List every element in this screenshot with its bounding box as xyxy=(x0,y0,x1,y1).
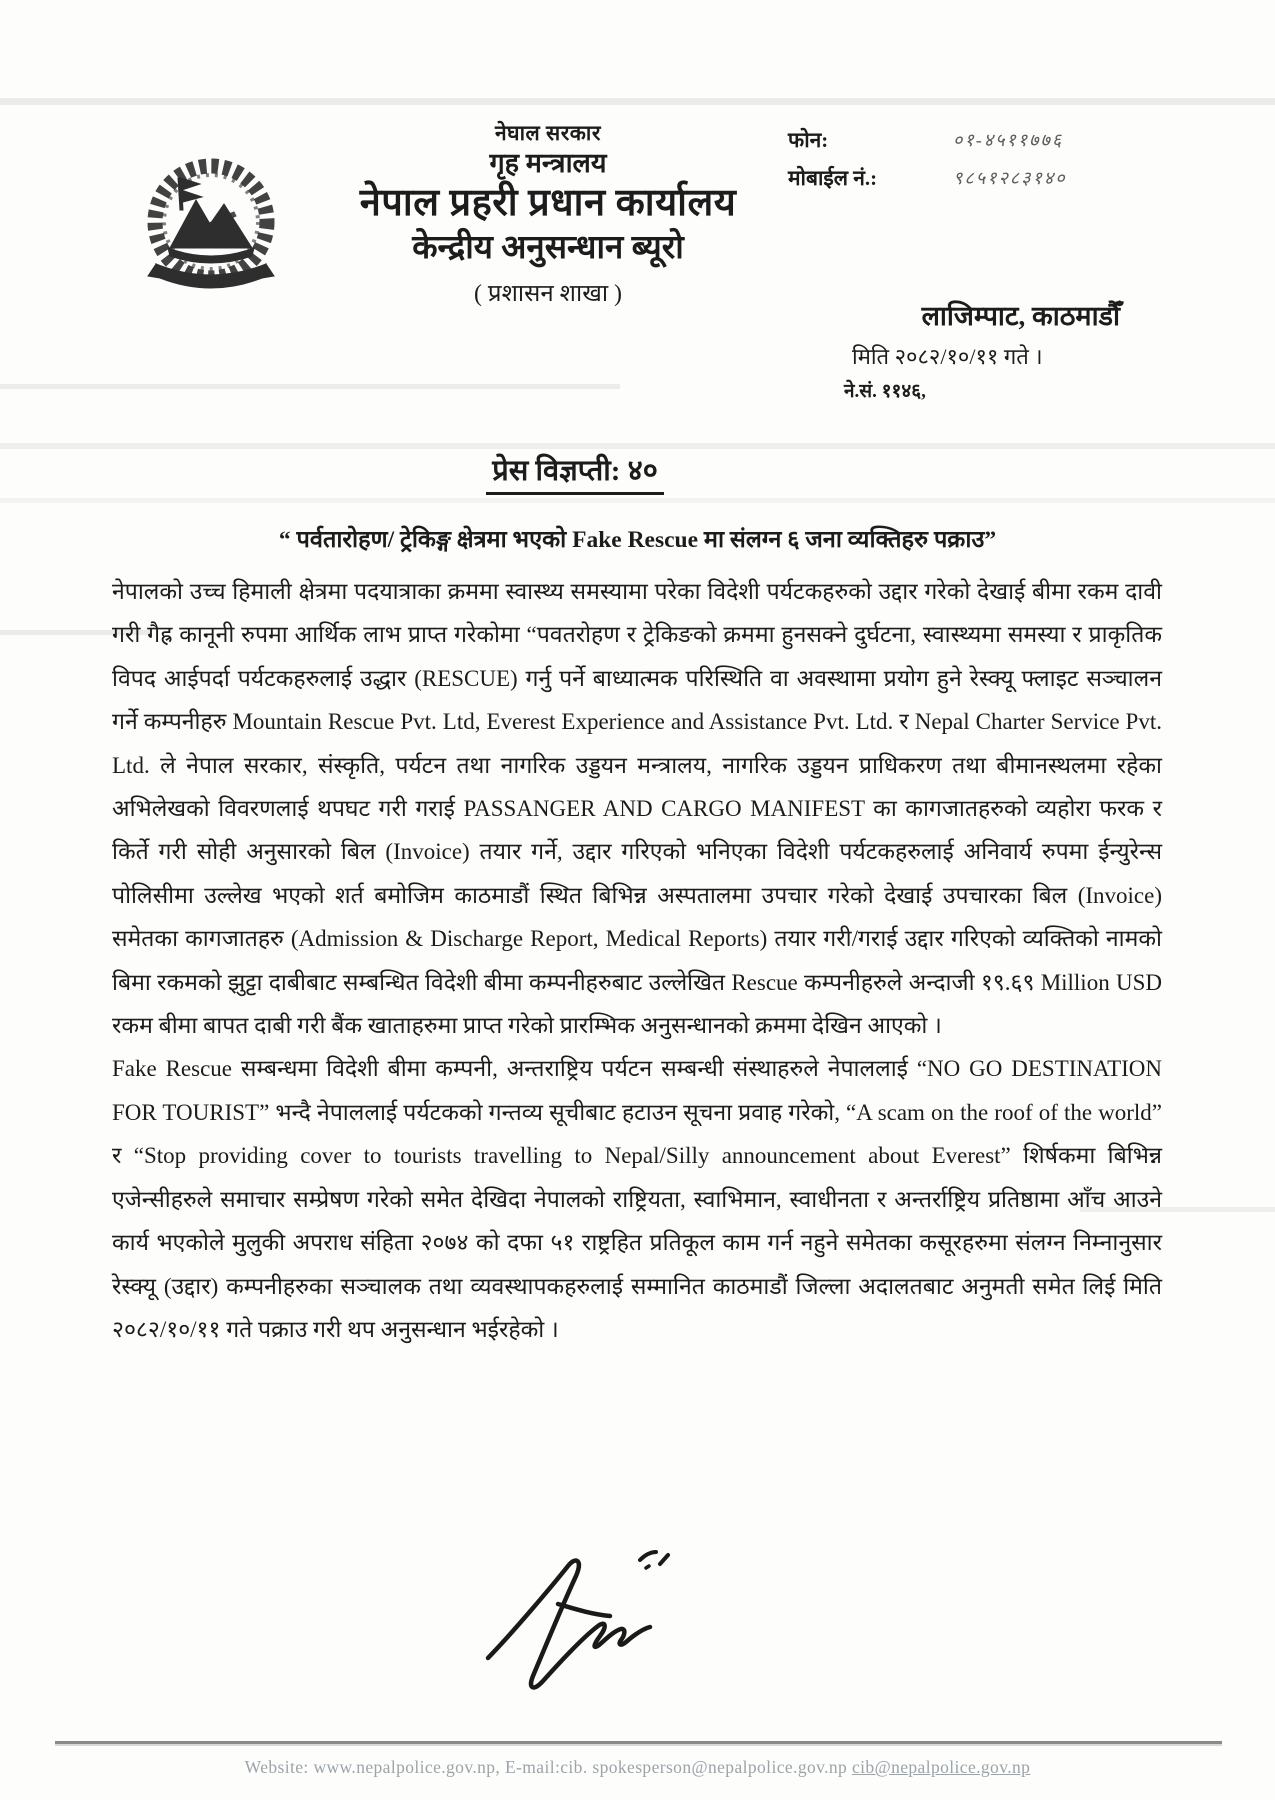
mobile-label: मोबाईल नं.: xyxy=(788,166,878,190)
branch-name: ( प्रशासन शाखा ) xyxy=(473,281,623,308)
mobile-number: ९८५१२८३१४० xyxy=(953,168,1067,188)
phone-number: ०१-४५११७७६ xyxy=(953,130,1064,150)
signature-icon xyxy=(470,1538,680,1703)
footer-divider xyxy=(55,1741,1222,1744)
press-release-title: प्रेस विज्ञप्ती: ४० xyxy=(486,450,664,495)
scan-artifact xyxy=(0,498,1275,503)
body-text xyxy=(112,570,1162,1351)
footer-cib-email: cib@nepalpolice.gov.np xyxy=(851,1757,1031,1777)
office-name: नेपाल प्रहरी प्रधान कार्यालय xyxy=(359,181,737,224)
letterhead xyxy=(298,122,798,308)
body-paragraph-1: नेपालको उच्च हिमाली क्षेत्रमा पदयात्राका क्रममा स्वास्थ्य समस्यामा परेका विदेशी पर्यटकहरुको उद्दार गरेको देखाई बीमा रकम दावी गरी गैह्र कानूनी रुपमा आर्थिक लाभ प्राप्त गरेकोमा “पवतरोहण र ट्रेकिङको क्रममा हुनसक्ने दुर्घटना, स्वास्थ्यमा समस्या र प्राकृतिक विपद आईपर्दा पर्यटकहरुलाई उद्धार (RESCUE) गर्नु पर्ने बाध्यात्मक परिस्थिति वा अवस्थामा प्रयोग हुने रेस्क्यू फ्लाइट सञ्चालन गर्ने कम्पनीहरु Mountain Rescue Pvt. Ltd, Everest Experience and Assistance Pvt. Ltd. र Nepal Charter Service Pvt. Ltd. ले नेपाल सरकार, संस्कृति, पर्यटन तथा नागरिक उड्डयन मन्त्रालय, नागरिक उड्डयन प्राधिकरण तथा बीमानस्थलमा रहेका अभिलेखको विवरणलाई थपघट गरी गराई PASSANGER AND CARGO MANIFEST का कागजातहरुको व्यहोरा फरक र किर्ते गरी सोही अनुसारको बिल (Invoice) तयार गर्ने, उद्दार गरिएको भनिएका विदेशी पर्यटकहरुलाई अनिवार्य रुपमा ईन्युरेन्स पोलिसीमा उल्लेख भएको शर्त बमोजिम काठमाडौं स्थित बिभिन्न अस्पतालमा उपचार गरेको देखाई उपचारका बिल (Invoice) समेतका कागजातहरु (Admission & Discharge Report, Medical Reports) तयार गरी/गराई उद्दार गरिएको व्यक्तिको नामको बिमा रकमको झुट्टा दाबीबाट सम्बन्धित विदेशी बीमा कम्पनीहरुबाट उल्लेखित Rescue कम्पनीहरुले अन्दाजी १९.६९ Million USD रकम बीमा बापत दाबी गरी बैंक खाताहरुमा प्राप्त गरेको प्रारम्भिक अनुसन्धानको क्रममा देखिन आएको । xyxy=(112,579,1162,1039)
press-release-headline: “ पर्वतारोहण/ ट्रेकिङ्ग क्षेत्रमा भएको Fake Rescue मा संलग्न ६ जना व्यक्तिहरु पक्राउ” xyxy=(278,527,997,553)
footer-website-email: Website: www.nepalpolice.gov.np, E-mail:cib. spokesperson@nepalpolice.gov.np xyxy=(244,1757,852,1777)
scan-artifact xyxy=(0,384,620,389)
government-name: नेघाल सरकार xyxy=(495,121,601,145)
ministry-name: गृह मन्त्रालय xyxy=(489,147,607,178)
body-paragraph-2: Fake Rescue सम्बन्धमा विदेशी बीमा कम्पनी, अन्तराष्ट्रिय पर्यटन सम्बन्धी संस्थाहरुले नेपाललाई “NO GO DESTINATION FOR TOURIST” भन्दै नेपाललाई पर्यटकको गन्तव्य सूचीबाट हटाउन सूचना प्रवाह गरेको, “A scam on the roof of the world” र “Stop providing cover to tourists travelling to Nepal/Silly announcement about Everest” शिर्षकमा बिभिन्न एजेन्सीहरुले समाचार सम्प्रेषण गरेको समेत देखिदा नेपालको राष्ट्रियता, स्वाभिमान, स्वाधीनता र अन्तर्राष्ट्रिय प्रतिष्ठामा आँच आउने कार्य भएकोले मुलुकी अपराध संहिता २०७४ को दफा ५१ राष्ट्रहित प्रतिकूल काम गर्न नहुने समेतका कसूरहरुमा संलग्न निम्नानुसार रेस्क्यू (उद्दार) कम्पनीहरुका सञ्चालक तथा व्यवस्थापकहरुलाई सम्मानित काठमाडौं जिल्ला अदालतबाट अनुमती समेत लिई मिति २०८२/१०/११ गते पक्राउ गरी थप अनुसन्धान भईरहेको । xyxy=(112,1056,1162,1342)
footer-contact-line xyxy=(0,1757,1275,1778)
press-title-wrap xyxy=(60,450,1090,495)
scan-artifact xyxy=(0,98,1275,105)
phone-row xyxy=(788,126,1118,154)
nepal-police-emblem-icon xyxy=(126,152,296,300)
phone-label: फोन: xyxy=(788,128,829,152)
mobile-row xyxy=(788,164,1118,192)
address-date-block xyxy=(840,296,1120,403)
contact-block xyxy=(788,126,1118,202)
nepal-sambat-line: ने.सं. ११४६, xyxy=(844,381,926,402)
date-line: मिति २०८२/१०/११ गते । xyxy=(852,344,1043,369)
address-line: लाजिम्पाट, काठमाडौँ xyxy=(921,301,1120,331)
bureau-name: केन्द्रीय अनुसन्धान ब्यूरो xyxy=(412,230,684,267)
scan-artifact xyxy=(0,443,1275,449)
